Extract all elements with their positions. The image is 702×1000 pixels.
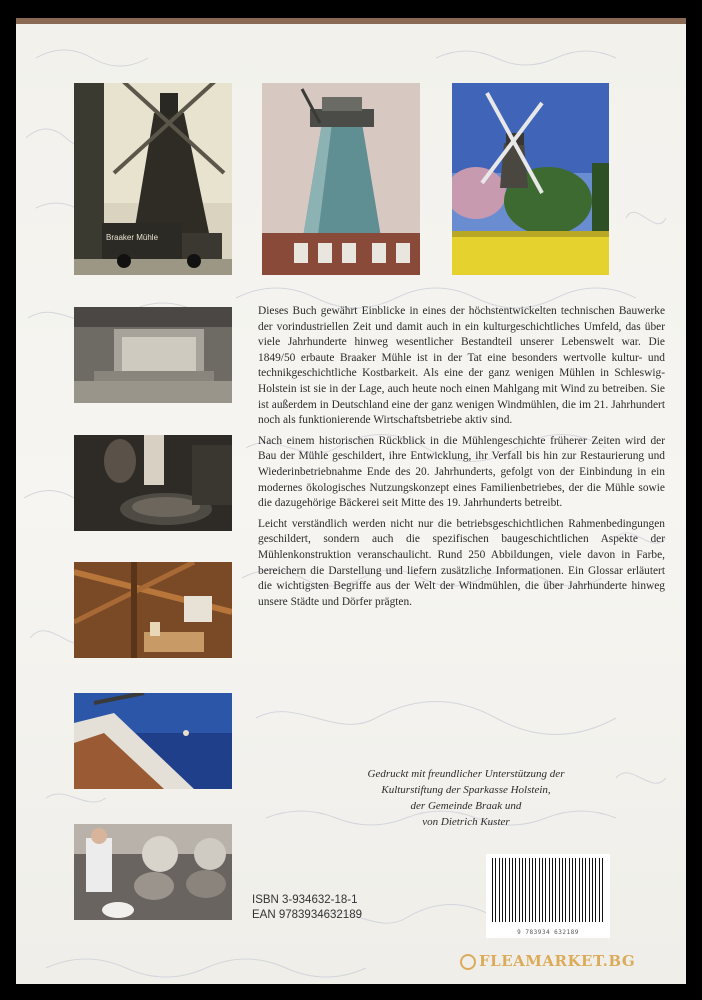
watermark (460, 952, 635, 970)
isbn: ISBN 3-934632-18-1 (252, 894, 358, 906)
barcode (486, 854, 610, 938)
photo-bakery (74, 824, 232, 920)
book-description (258, 304, 665, 615)
ean: EAN 9783934632189 (252, 909, 362, 921)
watermark-logo-icon (460, 954, 476, 970)
photo-windmill-teal (262, 83, 420, 275)
photo-wooden-interior (74, 562, 232, 658)
sponsor-credit (306, 766, 626, 830)
book-back-cover (16, 18, 686, 984)
photo-historic-windmill-truck (74, 83, 232, 275)
watermark-text: FLEAMARKET.BG (479, 952, 636, 970)
credit-line: Kulturstiftung der Sparkasse Holstein, (381, 784, 551, 796)
photo-windmill-sail-sky (74, 693, 232, 789)
description-paragraph: Leicht verständlich werden nicht nur die betriebsgeschichtlichen Rahmenbedingungen geschildert, sondern auch die spezifischen baugeschichtlichen Aspekte der Mühlenkonstruktion veranschaulicht. Rund 250 Abbildungen, viele davon in Farbe, bereichern die Darstellung und liefern zusätzliche Informationen. Ein Glossar erläutert die wichtigsten Begriffe aus der Welt der Windmühlen, die über Jahrhunderte hinweg unsere Städte und Dörfer prägten. (258, 517, 665, 608)
product-codes (252, 893, 362, 923)
truck-sign: Braaker Mühle (106, 233, 159, 242)
barcode-bars-graphic (486, 854, 610, 928)
photo-windmill-rapeseed-field (452, 83, 609, 275)
barcode-digits: 9 783934 632189 (517, 929, 579, 936)
description-paragraph: Nach einem historischen Rückblick in die Mühlengeschichte früherer Zeiten wird der Bau der Mühle geschildert, ihre Entwicklung, ihr Verfall bis hin zur Restaurierung und Wiederinbetriebnahme Ende des 20. Jahrhunderts, gefolgt von der Einbindung in ein modernes ökologisches Nutzungskonzept eines Familienbetriebes, der die Mühle sowie die dazugehörige Bäckerei seit Mitte des 19. Jahrhunderts betreibt. (258, 434, 665, 510)
credit-line: Gedruckt mit freundlicher Unterstützung der (367, 768, 565, 780)
description-paragraph: Dieses Buch gewährt Einblicke in eines der höchstentwickelten technischen Bauwerke der vorindustriellen Zeit und damit auch in ein kulturgeschichtliches Umfeld, das über viele Jahrhunderte hinweg wesentlicher Bestandteil unserer Lebenswelt war. Die 1849/50 erbaute Braaker Mühle ist in der Tat eine besonders wertvolle kultur- und technikgeschichtliche Kostbarkeit. Als eine der ganz wenigen Mühlen in Schleswig-Holstein ist sie in der Lage, auch heute noch einen Mahlgang mit Wind zu betreiben. Sie ist außerdem in Deutschland eine der ganz wenigen Windmühlen, die im 21. Jahrhundert noch als funktionierende Wirtschaftsbetriebe aktiv sind. (258, 305, 665, 427)
credit-line: der Gemeinde Braak und (410, 800, 522, 812)
credit-line: von Dietrich Kuster (422, 816, 510, 828)
photo-mill-machinery (74, 307, 232, 403)
photo-millstone-room (74, 435, 232, 531)
